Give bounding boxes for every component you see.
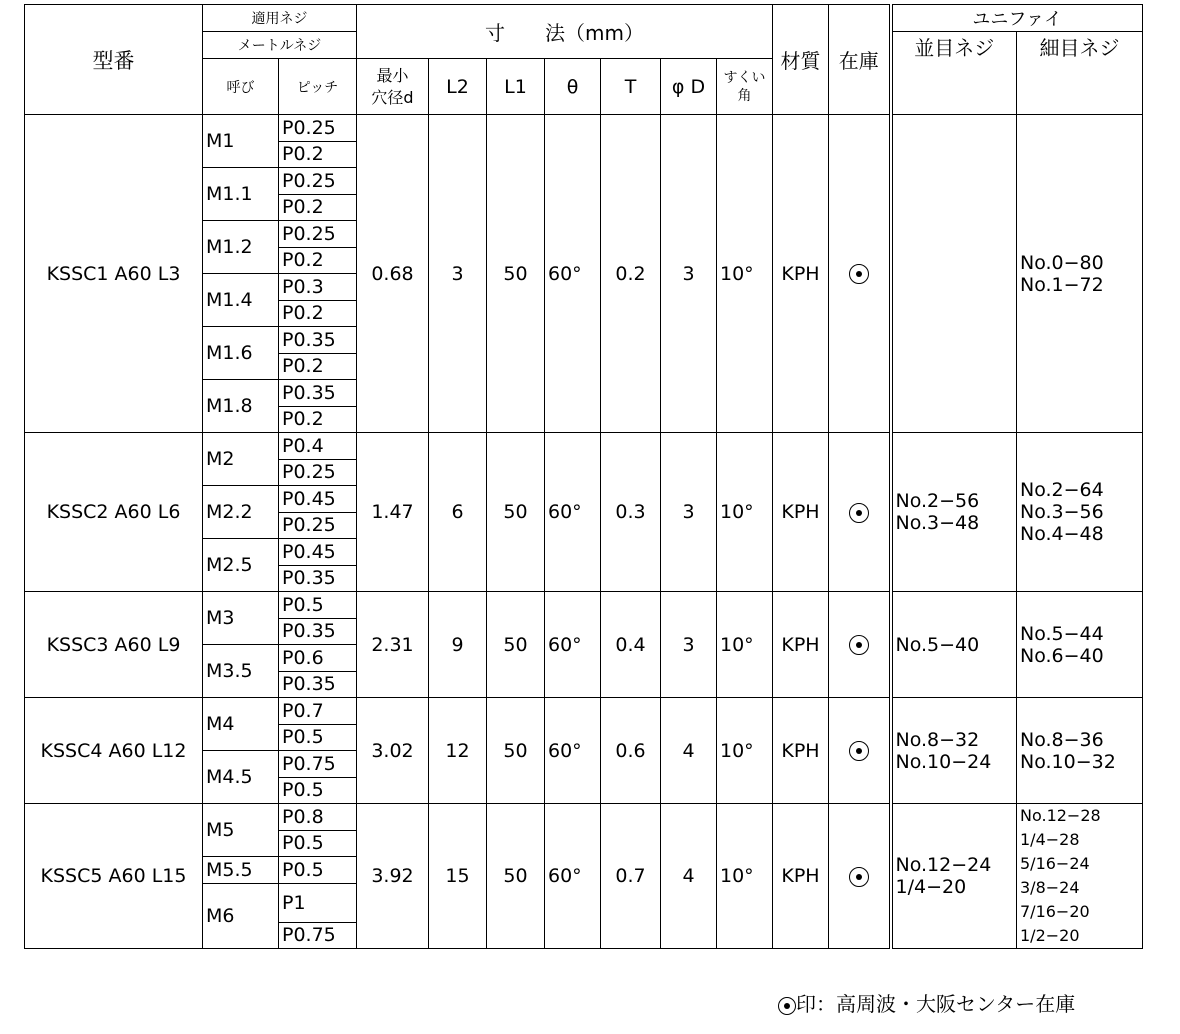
- theta-cell: 60°: [545, 433, 601, 592]
- l1-cell: 50: [487, 592, 545, 698]
- l1-cell: 50: [487, 804, 545, 949]
- nominal-cell: M5.5: [203, 857, 279, 884]
- header-model: 型番: [25, 5, 203, 115]
- pitch-cell: P0.8: [279, 804, 357, 831]
- phid-cell: 3: [661, 433, 717, 592]
- header-stock: 在庫: [829, 5, 891, 115]
- unc-value: No.12−24: [895, 854, 992, 876]
- model-cell: KSSC5 A60 L15: [25, 804, 203, 949]
- stock-cell: [829, 804, 891, 949]
- nominal-cell: M2.5: [203, 539, 279, 592]
- d-cell: 1.47: [357, 433, 429, 592]
- theta-cell: 60°: [545, 698, 601, 804]
- pitch-cell: P0.35: [279, 327, 357, 354]
- nominal-cell: M1.6: [203, 327, 279, 380]
- unc-value: No.3−48: [895, 512, 980, 534]
- unf-value: 1/2−20: [1020, 926, 1080, 945]
- table-row: [25, 698, 1143, 725]
- pitch-cell: P0.2: [279, 406, 357, 433]
- stock-cell: [829, 115, 891, 433]
- pitch-cell: P0.35: [279, 565, 357, 592]
- unf-cell: [1017, 698, 1143, 804]
- table-row: [25, 592, 1143, 619]
- pitch-cell: P0.35: [279, 380, 357, 407]
- unc-value: No.8−32: [895, 728, 980, 751]
- d-cell: 3.02: [357, 698, 429, 804]
- unf-cell: [1017, 115, 1143, 433]
- t-cell: 0.6: [601, 698, 661, 804]
- header-l2: L2: [429, 59, 487, 115]
- pitch-cell: P0.7: [279, 698, 357, 725]
- pitch-cell: P0.4: [279, 433, 357, 460]
- unf-value: No.5−44: [1020, 622, 1104, 645]
- nominal-cell: M2: [203, 433, 279, 486]
- pitch-cell: P1: [279, 883, 357, 922]
- unc-cell: [891, 804, 1017, 949]
- nominal-cell: M1.4: [203, 274, 279, 327]
- pitch-cell: P0.75: [279, 922, 357, 949]
- rake-cell: 10°: [717, 115, 773, 433]
- theta-cell: 60°: [545, 115, 601, 433]
- d-cell: 3.92: [357, 804, 429, 949]
- stock-cell: [829, 433, 891, 592]
- header-phid: φ D: [661, 59, 717, 115]
- nominal-cell: M6: [203, 883, 279, 949]
- material-cell: KPH: [773, 115, 829, 433]
- footnote: [778, 988, 1075, 1017]
- pitch-cell: P0.45: [279, 486, 357, 513]
- l1-cell: 50: [487, 698, 545, 804]
- nominal-cell: M1.8: [203, 380, 279, 433]
- nominal-cell: M4.5: [203, 751, 279, 804]
- theta-cell: 60°: [545, 804, 601, 949]
- l1-cell: 50: [487, 433, 545, 592]
- table-row: [25, 115, 1143, 142]
- in-stock-mark-icon: [849, 741, 869, 761]
- unf-value: 7/16−20: [1020, 902, 1090, 921]
- header-dimensions: 寸 法（mm）: [357, 5, 773, 59]
- t-cell: 0.2: [601, 115, 661, 433]
- pitch-cell: P0.45: [279, 539, 357, 566]
- header-metric-thread: メートルネジ: [203, 32, 357, 59]
- header-min-hole: 最小 穴径d: [357, 59, 429, 115]
- header-l1: L1: [487, 59, 545, 115]
- l1-cell: 50: [487, 115, 545, 433]
- unc-cell: [891, 698, 1017, 804]
- header-fine: 細目ネジ: [1017, 32, 1143, 115]
- phid-cell: 3: [661, 115, 717, 433]
- header-unified: ユニファイ: [891, 5, 1143, 32]
- pitch-cell: P0.25: [279, 512, 357, 539]
- pitch-cell: P0.5: [279, 857, 357, 884]
- pitch-cell: P0.2: [279, 194, 357, 221]
- header-applicable-thread: 適用ネジ: [203, 5, 357, 32]
- phid-cell: 4: [661, 804, 717, 949]
- unc-cell: [891, 592, 1017, 698]
- pitch-cell: P0.5: [279, 592, 357, 619]
- pitch-cell: P0.2: [279, 300, 357, 327]
- in-stock-mark-icon: [778, 997, 796, 1015]
- pitch-cell: P0.2: [279, 141, 357, 168]
- unf-value: 1/4−28: [1020, 830, 1080, 849]
- unc-value: 1/4−20: [895, 876, 967, 898]
- material-cell: KPH: [773, 433, 829, 592]
- header-material: 材質: [773, 5, 829, 115]
- t-cell: 0.4: [601, 592, 661, 698]
- unf-value: No.6−40: [1020, 644, 1104, 667]
- pitch-cell: P0.2: [279, 353, 357, 380]
- footnote-text: 印：高周波・大阪センター在庫: [796, 992, 1076, 1016]
- unf-value: 3/8−24: [1020, 878, 1080, 897]
- unf-value: No.10−32: [1020, 750, 1116, 773]
- l2-cell: 6: [429, 433, 487, 592]
- nominal-cell: M5: [203, 804, 279, 857]
- header-coarse: 並目ネジ: [891, 32, 1017, 115]
- pitch-cell: P0.5: [279, 724, 357, 751]
- table-header: [25, 5, 1143, 115]
- d-cell: 0.68: [357, 115, 429, 433]
- unf-cell: [1017, 592, 1143, 698]
- unf-value: 5/16−24: [1020, 854, 1090, 873]
- header-t: T: [601, 59, 661, 115]
- table-row: [25, 804, 1143, 831]
- unf-value: No.1−72: [1020, 273, 1104, 296]
- unc-cell: [891, 115, 1017, 433]
- header-rake: すくい 角: [717, 59, 773, 115]
- theta-cell: 60°: [545, 592, 601, 698]
- nominal-cell: M3.5: [203, 645, 279, 698]
- material-cell: KPH: [773, 804, 829, 949]
- pitch-cell: P0.35: [279, 618, 357, 645]
- in-stock-mark-icon: [849, 503, 869, 523]
- unf-value: No.2−64: [1020, 479, 1104, 501]
- nominal-cell: M1.2: [203, 221, 279, 274]
- model-cell: KSSC1 A60 L3: [25, 115, 203, 433]
- nominal-cell: M1.1: [203, 168, 279, 221]
- pitch-cell: P0.35: [279, 671, 357, 698]
- unf-cell: [1017, 804, 1143, 949]
- unf-cell: [1017, 433, 1143, 592]
- t-cell: 0.7: [601, 804, 661, 949]
- stock-cell: [829, 592, 891, 698]
- l2-cell: 12: [429, 698, 487, 804]
- header-theta: θ: [545, 59, 601, 115]
- d-cell: 2.31: [357, 592, 429, 698]
- unf-value: No.8−36: [1020, 728, 1104, 751]
- pitch-cell: P0.25: [279, 115, 357, 142]
- material-cell: KPH: [773, 592, 829, 698]
- in-stock-mark-icon: [849, 635, 869, 655]
- pitch-cell: P0.25: [279, 459, 357, 486]
- unc-value: No.10−24: [895, 750, 992, 773]
- t-cell: 0.3: [601, 433, 661, 592]
- model-cell: KSSC4 A60 L12: [25, 698, 203, 804]
- pitch-cell: P0.5: [279, 830, 357, 857]
- nominal-cell: M1: [203, 115, 279, 168]
- table-body: [25, 115, 1143, 949]
- unf-value: No.3−56: [1020, 501, 1104, 523]
- phid-cell: 3: [661, 592, 717, 698]
- nominal-cell: M2.2: [203, 486, 279, 539]
- unf-value: No.0−80: [1020, 251, 1104, 274]
- pitch-cell: P0.75: [279, 751, 357, 778]
- rake-cell: 10°: [717, 804, 773, 949]
- model-cell: KSSC3 A60 L9: [25, 592, 203, 698]
- model-cell: KSSC2 A60 L6: [25, 433, 203, 592]
- table-row: [25, 433, 1143, 460]
- unf-value: No.12−28: [1020, 806, 1101, 825]
- l2-cell: 15: [429, 804, 487, 949]
- in-stock-mark-icon: [849, 867, 869, 887]
- nominal-cell: M3: [203, 592, 279, 645]
- rake-cell: 10°: [717, 592, 773, 698]
- pitch-cell: P0.25: [279, 168, 357, 195]
- pitch-cell: P0.2: [279, 247, 357, 274]
- pitch-cell: P0.6: [279, 645, 357, 672]
- unc-value: No.5−40: [895, 633, 980, 656]
- phid-cell: 4: [661, 698, 717, 804]
- header-pitch: ピッチ: [279, 59, 357, 115]
- spec-table: [24, 4, 1143, 949]
- stock-cell: [829, 698, 891, 804]
- pitch-cell: P0.25: [279, 221, 357, 248]
- l2-cell: 3: [429, 115, 487, 433]
- material-cell: KPH: [773, 698, 829, 804]
- header-nominal: 呼び: [203, 59, 279, 115]
- l2-cell: 9: [429, 592, 487, 698]
- pitch-cell: P0.3: [279, 274, 357, 301]
- nominal-cell: M4: [203, 698, 279, 751]
- rake-cell: 10°: [717, 698, 773, 804]
- rake-cell: 10°: [717, 433, 773, 592]
- in-stock-mark-icon: [849, 264, 869, 284]
- pitch-cell: P0.5: [279, 777, 357, 804]
- unc-cell: [891, 433, 1017, 592]
- unc-value: No.2−56: [895, 490, 980, 512]
- unf-value: No.4−48: [1020, 523, 1104, 545]
